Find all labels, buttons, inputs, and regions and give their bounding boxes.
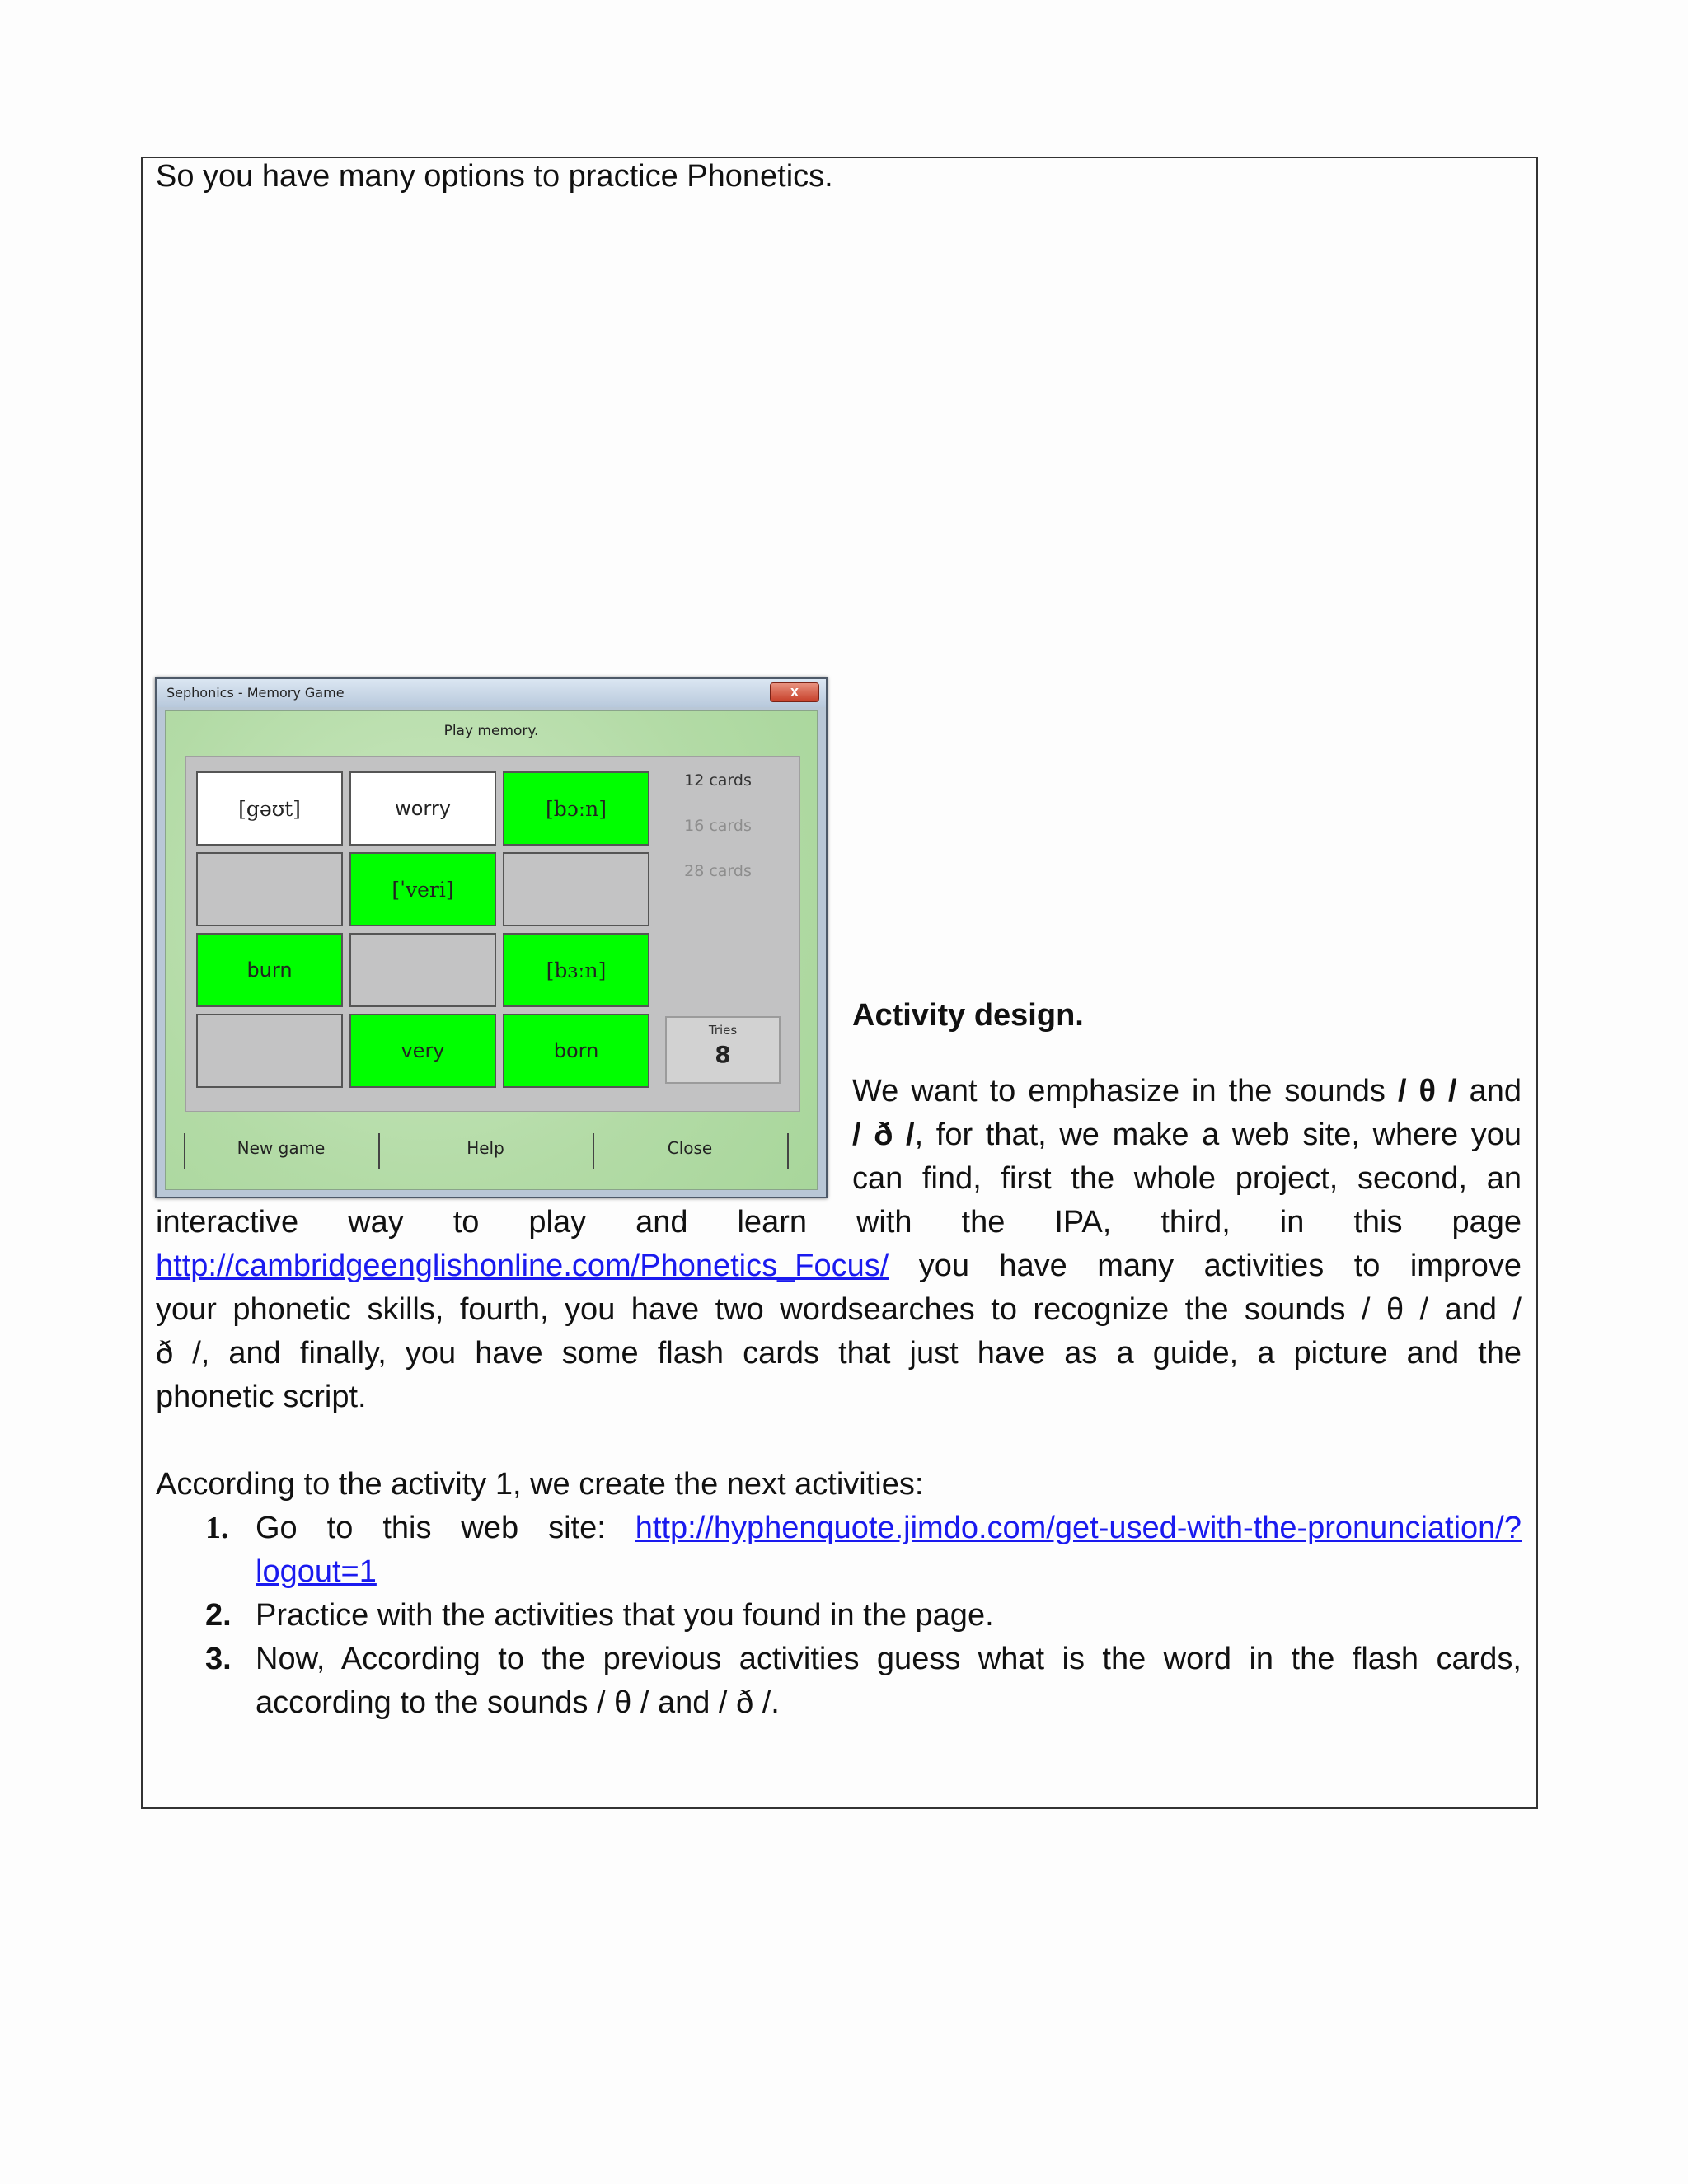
list-number: 2. [205,1598,232,1633]
button-bar [166,1123,817,1173]
tries-label: Tries [708,1023,738,1038]
text-span: you have many activities to improve [889,1249,1522,1283]
paragraph-line: your phonetic skills, fourth, you have two wordsearches to recognize the sounds / θ / and / [156,1292,1522,1327]
memory-card[interactable] [503,852,649,926]
memory-card[interactable] [349,1014,496,1088]
text-span: , for that, we make a web site, where you [914,1118,1522,1152]
memory-card[interactable] [349,771,496,846]
list-item-continued: according to the sounds / θ / and / ð /. [256,1685,780,1720]
paragraph-line [156,1244,1522,1288]
memory-card[interactable] [503,1014,649,1088]
tries-value: 8 [715,1041,731,1068]
memory-game-window [155,677,828,1198]
memory-card[interactable] [196,771,343,846]
text-span: and [1456,1074,1522,1108]
memory-card-text: [bɔːn] [545,796,607,821]
activity-heading: Activity design. [852,998,1084,1033]
paragraph-line: interactive way to play and learn with the IPA, third, in this page [156,1205,1522,1240]
memory-card-text: very [401,1039,445,1062]
sound-theta: / θ / [1397,1074,1457,1108]
list-item: Now, According to the previous activities guess what is the word in the flash cards, [256,1642,1522,1676]
memory-card[interactable] [196,852,343,926]
list-item-continued [256,1550,377,1594]
memory-card[interactable] [503,933,649,1007]
separator [787,1133,789,1169]
memory-card[interactable] [196,933,343,1007]
window-close-button[interactable]: x [770,682,819,702]
intro-text: So you have many options to practice Phonetics. [156,159,833,194]
hyphenquote-link-continued[interactable]: logout=1 [256,1554,377,1589]
tries-box [665,1016,781,1084]
cambridge-link[interactable]: http://cambridgeenglishonline.com/Phonetics_Focus/ [156,1249,889,1283]
memory-card-text: [gəʊt] [238,796,301,821]
game-board [185,756,800,1112]
paragraph-line: ð /, and finally, you have some flash cards that just have as a guide, a picture and the [156,1336,1522,1371]
game-heading: Play memory. [443,723,539,739]
new-game-button[interactable]: New game [237,1138,326,1158]
window-title: Sephonics - Memory Game [157,679,826,707]
window-client-area [165,710,818,1190]
option-12-cards[interactable]: 12 cards [684,771,752,790]
memory-card-text: [bɜːn] [546,958,607,982]
memory-card-text: burn [246,958,293,982]
paragraph-line: can find, first the whole project, second, an [852,1161,1522,1196]
memory-card[interactable] [349,852,496,926]
text-span: We want to emphasize in the sounds [852,1074,1398,1108]
memory-card[interactable] [196,1014,343,1088]
list-number: 3. [205,1642,232,1676]
list-item: Practice with the activities that you found in the page. [256,1598,994,1633]
list-item [256,1507,1522,1550]
memory-card-text: worry [395,797,451,820]
list-number: 1. [205,1511,229,1545]
sound-eth: / ð / [852,1118,915,1152]
memory-card-text: [ˈveri] [392,877,454,902]
paragraph-line: phonetic script. [156,1380,367,1414]
paragraph-line [852,1113,1522,1157]
option-16-cards[interactable]: 16 cards [684,817,752,835]
hyphenquote-link[interactable]: http://hyphenquote.jimdo.com/get-used-with-the-pronunciation/? [635,1511,1522,1545]
activities-intro: According to the activity 1, we create the next activities: [156,1467,924,1502]
memory-card[interactable] [349,933,496,1007]
memory-card-text: born [553,1039,599,1062]
memory-card[interactable] [503,771,649,846]
help-button[interactable]: Help [467,1138,504,1158]
text-span: Go to this web site: [256,1511,635,1545]
option-28-cards[interactable]: 28 cards [684,862,752,880]
paragraph-line [852,1070,1522,1113]
close-button[interactable]: Close [667,1138,713,1158]
